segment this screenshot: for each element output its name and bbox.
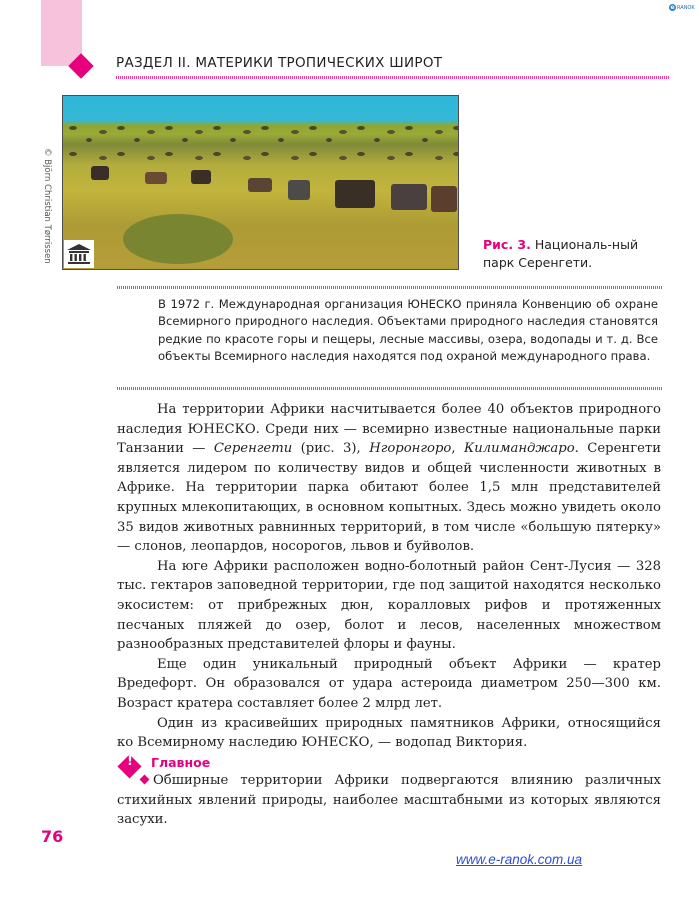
wildebeest [191,170,211,184]
body-text [117,400,661,753]
wildebeest [288,180,310,200]
caption-text: Националь-ный парк Серенгети. [483,237,639,270]
e-logo-icon: e [670,4,675,11]
bullet-diamond-icon [140,775,150,785]
herd-texture [63,120,458,160]
photo-credit: © Björn Christian Tørrissen [42,148,52,264]
wildebeest [431,186,457,212]
wildebeest [335,180,375,208]
exclamation-icon: ! [127,754,133,769]
paragraph: На юге Африки расположен водно-болотный район Сент-Лусия — 328 тыс. гектаров заповедной территории, где под защитой находятся несколько экосистем: от прибрежных дюн, коралловых рифов и протяженных песчаных пляжей до озер, болот и лесов, населенных множеством разнообразных представителей флоры и фауны. [117,558,661,653]
main-box-text: Обширные территории Африки подвергаются влиянию различных стихийных явлений природы, наиболее масштабными из которых являются засухи. [117,773,661,828]
bush [123,214,233,264]
paragraph: На территории Африки насчитывается более 40 объектов природного наследия ЮНЕСКО. Среди них — всемирно известные национальные парки Танзании — Серенгети (рис. 3), Нгоронгоро, Килиманджаро. Серенгети является лидером по количеству видов и общей численности животных в Африке. На территории парка обитают более 1,5 млн представителей крупных млекопитающих, в основном копытных. Здесь можно увидеть около 35 видов животных равнинных территорий, в том числе «большую пятерку» — слонов, леопардов, носорогов, львов и буйволов. [117,402,662,555]
unesco-temple-icon [64,240,94,268]
wildebeest [391,184,427,210]
serengeti-photo [62,95,459,270]
publisher-logo: e RANOK [670,4,695,11]
figure-caption [483,236,663,272]
section-title: РАЗДЕЛ II. МАТЕРИКИ ТРОПИЧЕСКИХ ШИРОТ [116,55,443,71]
unesco-infobox: В 1972 г. Международная организация ЮНЕСКО приняла Конвенцию об охране Всемирного природного наследия. Объектами природного наследия становятся редкие по красоте горы и пещеры, лесные массивы, озера, водопады и т. д. Все объекты Всемирного наследия находятся под охраной международного права. [158,297,658,364]
website-link[interactable]: www.e-ranok.com.ua [456,852,583,867]
infobox-top-divider [117,286,662,289]
wildebeest [91,166,109,180]
paragraph: Еще один уникальный природный объект Африки — кратер Вредефорт. Он образовался от удара астероида диаметром 250—300 км. Возраст кратера составляет более 2 млрд лет. [117,656,661,711]
page-number: 76 [41,827,64,846]
main-box-title: Главное [151,755,211,770]
header-divider [116,76,670,79]
wildebeest [248,178,272,192]
decorative-pink-bar [41,0,82,66]
wildebeest [145,172,167,184]
paragraph: Один из красивейших природных памятников Африки, относящийся ко Всемирному наследию ЮНЕСКО, — водопад Виктория. [117,715,661,751]
infobox-bottom-divider [117,387,662,390]
caption-label: Рис. 3. [483,237,531,252]
